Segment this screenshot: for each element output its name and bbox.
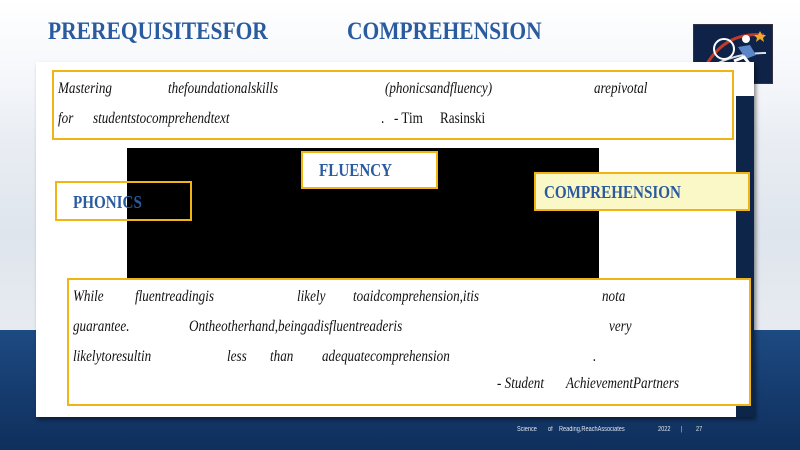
footer-page-number: 27 <box>696 426 703 433</box>
bottom-quote-word: fluentreadingis <box>135 288 214 305</box>
bottom-quote-word: adequatecomprehension <box>322 348 450 365</box>
phonics-label-text: PHONICS <box>73 192 142 212</box>
footer-separator: | <box>681 426 683 433</box>
bottom-quote-attribution: - Student <box>497 375 545 392</box>
bottom-quote-word: nota <box>602 288 626 305</box>
bottom-quote-word: very <box>609 318 632 335</box>
bottom-quote-word: likelytoresultin <box>73 348 152 365</box>
title-part-2: COMPREHENSION <box>346 18 542 45</box>
quote-word: arepivotal <box>594 80 648 97</box>
bottom-quote-word: less <box>227 348 247 365</box>
footer-source: of <box>548 426 553 433</box>
quote-word: . <box>381 110 385 127</box>
bottom-quote-word: . <box>593 348 597 365</box>
bottom-quote-word: likely <box>297 288 326 305</box>
quote-word: studentstocomprehendtext <box>93 110 230 127</box>
title-part-1: PREREQUISITESFOR <box>48 18 268 45</box>
bottom-quote-word: than <box>270 348 294 365</box>
bottom-quote-word: toaidcomprehension,itis <box>353 288 479 305</box>
bottom-quote-attribution: AchievementPartners <box>566 375 679 392</box>
fluency-label-text: FLUENCY <box>319 160 393 180</box>
bottom-quote-word: Ontheotherhand,beingadisfluentreaderis <box>189 318 403 335</box>
comprehension-label-text: COMPREHENSION <box>544 182 681 202</box>
bottom-quote-word: guarantee. <box>73 318 130 335</box>
quote-attribution: - Tim <box>394 110 423 127</box>
slide-title <box>48 18 542 50</box>
quote-word: (phonicsandfluency) <box>385 80 493 97</box>
fluency-label <box>301 151 438 189</box>
footer-source: Science <box>517 426 537 433</box>
bottom-quote-word: While <box>73 288 104 305</box>
phonics-label <box>55 181 192 221</box>
quote-word: for <box>58 110 74 127</box>
quote-word: thefoundationalskills <box>168 80 279 97</box>
footer-year: 2022 <box>658 426 671 433</box>
comprehension-label <box>534 172 750 211</box>
quote-attribution: Rasinski <box>440 110 486 127</box>
quote-word: Mastering <box>58 80 112 97</box>
footer-source: Reading,ReachAssociates <box>559 426 625 433</box>
